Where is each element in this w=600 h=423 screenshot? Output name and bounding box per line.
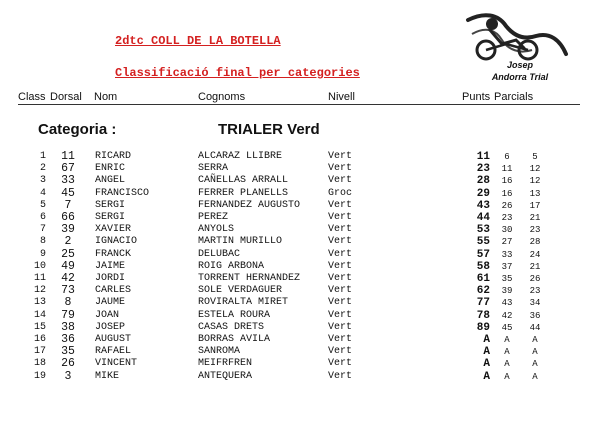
parcial-1-cell: 11 <box>501 164 513 175</box>
nom-cell: ANGEL <box>95 175 126 187</box>
punts-cell: 78 <box>476 309 490 322</box>
dorsal-cell: 67 <box>61 162 75 176</box>
parcial-1-cell: 26 <box>501 200 513 211</box>
nom-cell: JAUME <box>95 297 126 309</box>
col-parcials-header: Parcials <box>494 91 534 103</box>
class-cell: 17 <box>33 346 46 358</box>
parcial-2-cell: A <box>532 371 538 382</box>
punts-cell: 44 <box>476 212 490 224</box>
col-class-header: Class <box>18 91 46 103</box>
parcial-1-cell: 37 <box>501 261 513 272</box>
cognoms-cell: MARTIN MURILLO <box>198 236 283 248</box>
nivell-cell: Vert <box>328 273 353 284</box>
table-row <box>0 371 600 383</box>
dorsal-cell: 49 <box>61 259 75 273</box>
punts-cell: 55 <box>476 236 490 249</box>
punts-cell: A <box>483 370 490 383</box>
cognoms-cell: SERRA <box>198 163 229 175</box>
cognoms-cell: ALCARAZ LLIBRE <box>198 151 283 162</box>
nom-cell: IGNACIO <box>95 236 138 248</box>
dorsal-cell: 35 <box>61 345 75 359</box>
table-row <box>0 151 600 163</box>
table-row <box>0 322 600 334</box>
nom-cell: FRANCK <box>95 248 132 260</box>
cognoms-cell: SOLE VERDAGUER <box>198 285 283 297</box>
table-row <box>0 175 600 187</box>
dorsal-cell: 38 <box>61 320 75 334</box>
punts-cell: 89 <box>476 321 490 334</box>
class-cell: 14 <box>33 309 46 321</box>
table-row <box>0 163 600 175</box>
cognoms-cell: PEREZ <box>198 212 229 223</box>
col-dorsal-header: Dorsal <box>50 91 82 103</box>
class-cell: 2 <box>39 163 46 175</box>
category-label: Categoria : <box>38 121 117 138</box>
class-cell: 12 <box>33 285 46 297</box>
dorsal-cell: 42 <box>61 272 75 285</box>
col-nom-header: Nom <box>94 91 118 103</box>
class-cell: 6 <box>39 212 46 223</box>
dorsal-cell: 66 <box>61 211 75 224</box>
parcial-2-cell: 28 <box>529 237 541 248</box>
table-row <box>0 236 600 248</box>
parcial-2-cell: 34 <box>529 298 541 309</box>
table-row <box>0 310 600 322</box>
dorsal-cell: 8 <box>64 296 72 310</box>
punts-cell: 58 <box>476 260 490 273</box>
nom-cell: RICARD <box>95 151 132 162</box>
punts-cell: 43 <box>476 199 490 212</box>
dorsal-cell: 36 <box>61 333 75 346</box>
nom-cell: SERGI <box>95 212 126 223</box>
nivell-cell: Vert <box>328 285 353 297</box>
dorsal-cell: 26 <box>61 357 75 371</box>
parcial-1-cell: 45 <box>501 322 513 333</box>
nivell-cell: Vert <box>328 358 353 370</box>
punts-cell: 77 <box>476 297 490 310</box>
nom-cell: JOSEP <box>95 321 126 333</box>
parcial-1-cell: A <box>504 335 510 345</box>
class-cell: 1 <box>39 151 46 162</box>
nivell-cell: Vert <box>328 212 353 223</box>
nom-cell: RAFAEL <box>95 346 132 358</box>
nom-cell: VINCENT <box>95 358 138 370</box>
nom-cell: JOAN <box>95 309 120 321</box>
nivell-cell: Vert <box>328 321 353 333</box>
cognoms-cell: BORRAS AVILA <box>198 334 271 345</box>
parcial-1-cell: 42 <box>501 310 513 321</box>
class-cell: 8 <box>39 236 46 248</box>
parcial-2-cell: 36 <box>529 310 541 321</box>
col-cognoms-header: Cognoms <box>198 91 246 103</box>
parcial-1-cell: 16 <box>501 188 513 199</box>
nom-cell: CARLES <box>95 285 132 297</box>
parcial-2-cell: A <box>532 359 538 370</box>
cognoms-cell: ANTEQUERA <box>198 370 253 382</box>
nivell-cell: Vert <box>328 236 353 248</box>
table-row <box>0 273 600 285</box>
nivell-cell: Vert <box>328 297 353 309</box>
punts-cell: 57 <box>476 248 490 261</box>
parcial-2-cell: 23 <box>529 225 541 236</box>
cognoms-cell: SANROMA <box>198 346 241 358</box>
class-cell: 4 <box>39 187 46 199</box>
parcial-1-cell: A <box>504 359 510 370</box>
dorsal-cell: 3 <box>64 369 72 383</box>
nivell-cell: Vert <box>328 163 353 175</box>
dorsal-cell: 7 <box>64 198 72 212</box>
punts-cell: 28 <box>476 175 490 188</box>
parcial-1-cell: A <box>504 371 510 382</box>
parcial-2-cell: 21 <box>529 261 541 272</box>
cognoms-cell: FERRER PLANELLS <box>198 187 289 199</box>
logo-line-1: Josep <box>506 60 534 70</box>
cognoms-cell: ESTELA ROURA <box>198 309 271 321</box>
parcial-1-cell: 27 <box>501 237 513 248</box>
dorsal-cell: 25 <box>61 247 75 261</box>
event-title: 2dtc COLL DE LA BOTELLA <box>115 34 281 48</box>
nivell-cell: Vert <box>328 151 353 162</box>
class-cell: 15 <box>33 321 46 333</box>
punts-cell: A <box>483 346 490 359</box>
nivell-cell: Vert <box>328 199 353 211</box>
nivell-cell: Vert <box>328 260 353 272</box>
nivell-cell: Vert <box>328 309 353 321</box>
parcial-2-cell: 12 <box>529 164 541 175</box>
punts-cell: A <box>483 358 490 371</box>
class-cell: 16 <box>33 334 46 345</box>
table-row <box>0 212 600 224</box>
cognoms-cell: ROVIRALTA MIRET <box>198 297 289 309</box>
page-subtitle: Classificació final per categories <box>115 66 360 80</box>
dorsal-cell: 2 <box>64 235 72 249</box>
organizer-logo <box>462 10 572 88</box>
parcial-1-cell: A <box>504 347 510 358</box>
nivell-cell: Vert <box>328 175 353 187</box>
class-cell: 9 <box>39 248 46 260</box>
trial-rider-icon <box>462 10 572 88</box>
punts-cell: 23 <box>476 163 490 176</box>
parcial-1-cell: 39 <box>501 286 513 297</box>
class-cell: 18 <box>33 358 46 370</box>
parcial-2-cell: 26 <box>529 274 541 284</box>
parcial-2-cell: 12 <box>529 176 541 187</box>
nom-cell: SERGI <box>95 199 126 211</box>
cognoms-cell: MEIFRFREN <box>198 358 253 370</box>
dorsal-cell: 73 <box>61 284 75 298</box>
header-divider <box>18 104 580 105</box>
nivell-cell: Vert <box>328 224 353 236</box>
table-row <box>0 346 600 358</box>
nom-cell: AUGUST <box>95 334 132 345</box>
parcial-2-cell: A <box>532 347 538 358</box>
table-row <box>0 249 600 261</box>
class-cell: 10 <box>33 260 46 272</box>
cognoms-cell: DELUBAC <box>198 248 241 260</box>
class-cell: 19 <box>33 370 46 382</box>
punts-cell: 29 <box>476 187 490 200</box>
punts-cell: 53 <box>476 224 490 237</box>
table-row <box>0 200 600 212</box>
punts-cell: 62 <box>476 285 490 298</box>
punts-cell: 61 <box>476 273 490 285</box>
nivell-cell: Vert <box>328 346 353 358</box>
table-row <box>0 358 600 370</box>
dorsal-cell: 79 <box>61 308 75 322</box>
parcial-2-cell: 5 <box>532 152 538 162</box>
punts-cell: 11 <box>476 151 490 163</box>
nivell-cell: Vert <box>328 370 353 382</box>
parcial-2-cell: A <box>532 335 538 345</box>
table-row <box>0 334 600 346</box>
dorsal-cell: 11 <box>61 150 75 163</box>
table-row <box>0 285 600 297</box>
col-punts-header: Punts <box>462 91 491 103</box>
class-cell: 7 <box>39 224 46 236</box>
parcial-1-cell: 30 <box>501 225 513 236</box>
class-cell: 5 <box>39 199 46 211</box>
logo-line-2: Andorra Trial <box>491 72 549 82</box>
parcial-2-cell: 21 <box>529 213 541 223</box>
cognoms-cell: CAÑELLAS ARRALL <box>198 175 289 187</box>
nom-cell: JAIME <box>95 260 126 272</box>
table-row <box>0 297 600 309</box>
nom-cell: ENRIC <box>95 163 126 175</box>
table-row <box>0 261 600 273</box>
parcial-2-cell: 23 <box>529 286 541 297</box>
nom-cell: XAVIER <box>95 224 132 236</box>
nom-cell: FRANCISCO <box>95 187 150 199</box>
col-nivell-header: Nivell <box>328 91 355 103</box>
category-name: TRIALER Verd <box>218 121 320 138</box>
parcial-1-cell: 23 <box>501 213 513 223</box>
parcial-1-cell: 33 <box>501 249 513 260</box>
dorsal-cell: 39 <box>61 223 75 237</box>
parcial-2-cell: 17 <box>529 200 541 211</box>
parcial-2-cell: 24 <box>529 249 541 260</box>
class-cell: 13 <box>33 297 46 309</box>
parcial-1-cell: 43 <box>501 298 513 309</box>
table-row <box>0 188 600 200</box>
parcial-2-cell: 13 <box>529 188 541 199</box>
nivell-cell: Vert <box>328 334 353 345</box>
class-cell: 11 <box>33 273 46 284</box>
nivell-cell: Vert <box>328 248 353 260</box>
cognoms-cell: ROIG ARBONA <box>198 260 265 272</box>
cognoms-cell: FERNANDEZ AUGUSTO <box>198 199 301 211</box>
class-cell: 3 <box>39 175 46 187</box>
cognoms-cell: CASAS DRETS <box>198 321 265 333</box>
nom-cell: JORDI <box>95 273 126 284</box>
parcial-1-cell: 16 <box>501 176 513 187</box>
nivell-cell: Groc <box>328 187 353 199</box>
parcial-1-cell: 6 <box>504 152 510 162</box>
nom-cell: MIKE <box>95 370 120 382</box>
parcial-2-cell: 44 <box>529 322 541 333</box>
table-row <box>0 224 600 236</box>
punts-cell: A <box>483 334 490 346</box>
cognoms-cell: ANYOLS <box>198 224 235 236</box>
dorsal-cell: 33 <box>61 174 75 188</box>
parcial-1-cell: 35 <box>501 274 513 284</box>
cognoms-cell: TORRENT HERNANDEZ <box>198 273 301 284</box>
dorsal-cell: 45 <box>61 186 75 200</box>
